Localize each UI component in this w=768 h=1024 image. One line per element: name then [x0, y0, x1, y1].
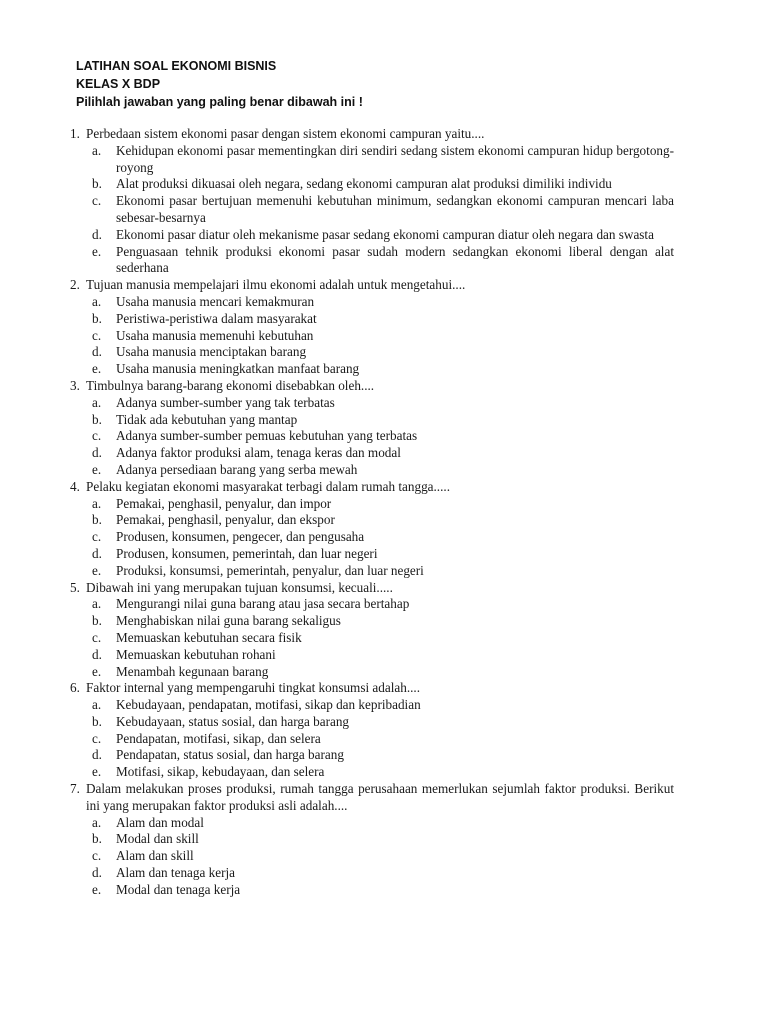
option-letter: d. [92, 445, 102, 461]
answer-option [70, 361, 674, 378]
option-text: Kehidupan ekonomi pasar mementingkan diri sendiri sedang sistem ekonomi campuran hidup bergotong-royong [116, 142, 674, 175]
answer-option [70, 865, 674, 882]
option-text: Alam dan tenaga kerja [116, 865, 235, 881]
instruction-text: Pilihlah jawaban yang paling benar dibawah ini ! [76, 95, 363, 109]
answer-option [70, 294, 674, 311]
option-text: Kebudayaan, pendapatan, motifasi, sikap dan kepribadian [116, 697, 421, 713]
option-letter: e. [92, 562, 102, 578]
option-text: Pemakai, penghasil, penyalur, dan impor [116, 495, 332, 511]
option-text: Modal dan tenaga kerja [116, 881, 241, 897]
question-text: Dalam melakukan proses produksi, rumah tangga perusahaan memerlukan sejumlah faktor produksi. Berikut ini yang merupakan faktor produksi asli adalah.... [86, 781, 674, 813]
option-letter: e. [92, 881, 102, 897]
option-text: Peristiwa-peristiwa dalam masyarakat [116, 310, 317, 326]
option-text: Alat produksi dikuasai oleh negara, sedang ekonomi campuran alat produksi dimiliki individu [116, 176, 612, 192]
question-number: 6. [70, 680, 80, 696]
option-letter: c. [92, 327, 102, 343]
answer-option [70, 848, 674, 865]
option-letter: b. [92, 310, 102, 326]
option-text: Produsen, konsumen, pemerintah, dan luar negeri [116, 545, 378, 561]
option-letter: b. [92, 176, 102, 192]
option-letter: a. [92, 697, 102, 713]
answer-option [70, 244, 674, 278]
question-item [70, 378, 674, 479]
answer-option [70, 563, 674, 580]
document-header [76, 57, 363, 111]
option-letter: a. [92, 814, 102, 830]
question-item [70, 126, 674, 277]
answer-option [70, 512, 674, 529]
question-list [70, 126, 674, 899]
question-line [70, 580, 674, 597]
option-letter: c. [92, 629, 102, 645]
page-title: LATIHAN SOAL EKONOMI BISNIS [76, 59, 277, 73]
answer-option [70, 412, 674, 429]
answer-option [70, 647, 674, 664]
option-text: Motifasi, sikap, kebudayaan, dan selera [116, 764, 325, 780]
answer-option [70, 143, 674, 177]
option-letter: c. [92, 529, 102, 545]
question-line [70, 680, 674, 697]
option-text: Adanya sumber-sumber yang tak terbatas [116, 394, 335, 410]
question-item [70, 479, 674, 580]
option-letter: c. [92, 428, 102, 444]
answer-option [70, 529, 674, 546]
answer-option [70, 764, 674, 781]
question-number: 2. [70, 277, 80, 293]
question-number: 4. [70, 478, 80, 494]
option-text: Produsen, konsumen, pengecer, dan pengusaha [116, 529, 365, 545]
answer-option [70, 428, 674, 445]
option-letter: d. [92, 226, 102, 242]
question-text: Perbedaan sistem ekonomi pasar dengan sistem ekonomi campuran yaitu.... [86, 126, 485, 141]
option-text: Penguasaan tehnik produksi ekonomi pasar sudah modern sedangkan ekonomi liberal dengan alat sederhana [116, 243, 674, 276]
option-text: Ekonomi pasar bertujuan memenuhi kebutuhan minimum, sedangkan ekonomi campuran mencari laba sebesar-besarnya [116, 193, 674, 225]
answer-option [70, 176, 674, 193]
question-number: 7. [70, 781, 80, 797]
answer-option [70, 496, 674, 513]
question-item [70, 580, 674, 681]
option-letter: b. [92, 411, 102, 427]
option-text: Memuaskan kebutuhan secara fisik [116, 629, 302, 645]
answer-option [70, 311, 674, 328]
question-line [70, 126, 674, 143]
answer-option [70, 344, 674, 361]
class-label: KELAS X BDP [76, 77, 161, 91]
option-letter: e. [92, 663, 102, 679]
answer-option [70, 882, 674, 899]
answer-option [70, 697, 674, 714]
option-text: Adanya faktor produksi alam, tenaga keras dan modal [116, 445, 401, 461]
answer-option [70, 664, 674, 681]
option-text: Mengurangi nilai guna barang atau jasa secara bertahap [116, 596, 410, 612]
option-letter: a. [92, 142, 102, 158]
question-item [70, 781, 674, 899]
answer-option [70, 747, 674, 764]
answer-option [70, 395, 674, 412]
option-letter: e. [92, 361, 102, 377]
question-line [70, 479, 674, 496]
option-text: Ekonomi pasar diatur oleh mekanisme pasar sedang ekonomi campuran diatur oleh negara dan swasta [116, 226, 654, 242]
option-text: Kebudayaan, status sosial, dan harga barang [116, 713, 350, 729]
option-text: Pendapatan, motifasi, sikap, dan selera [116, 730, 321, 746]
option-text: Memuaskan kebutuhan rohani [116, 646, 276, 662]
option-letter: b. [92, 613, 102, 629]
option-letter: b. [92, 512, 102, 528]
question-line [70, 378, 674, 395]
answer-option [70, 831, 674, 848]
option-letter: a. [92, 293, 102, 309]
question-line [70, 781, 674, 815]
answer-option [70, 445, 674, 462]
question-text: Timbulnya barang-barang ekonomi disebabkan oleh.... [86, 377, 375, 393]
option-text: Pemakai, penghasil, penyalur, dan ekspor [116, 512, 335, 528]
option-text: Menambah kegunaan barang [116, 663, 269, 679]
answer-option [70, 613, 674, 630]
answer-option [70, 596, 674, 613]
answer-option [70, 462, 674, 479]
option-text: Modal dan skill [116, 831, 199, 847]
answer-option [70, 731, 674, 748]
option-letter: d. [92, 545, 102, 561]
option-text: Usaha manusia menciptakan barang [116, 344, 307, 360]
option-text: Usaha manusia mencari kemakmuran [116, 293, 315, 309]
option-letter: a. [92, 596, 102, 612]
option-text: Menghabiskan nilai guna barang sekaligus [116, 613, 341, 629]
option-letter: b. [92, 713, 102, 729]
option-letter: e. [92, 764, 102, 780]
option-letter: d. [92, 646, 102, 662]
option-letter: c. [92, 848, 102, 864]
question-text: Pelaku kegiatan ekonomi masyarakat terbagi dalam rumah tangga..... [86, 478, 450, 494]
option-text: Usaha manusia memenuhi kebutuhan [116, 327, 314, 343]
answer-option [70, 815, 674, 832]
question-number: 1. [70, 126, 80, 141]
option-letter: b. [92, 831, 102, 847]
option-letter: d. [92, 865, 102, 881]
option-text: Adanya persediaan barang yang serba mewah [116, 461, 358, 477]
option-letter: c. [92, 193, 102, 209]
question-text: Dibawah ini yang merupakan tujuan konsumsi, kecuali..... [86, 579, 393, 595]
answer-option [70, 630, 674, 647]
question-number: 5. [70, 579, 80, 595]
option-text: Produksi, konsumsi, pemerintah, penyalur, dan luar negeri [116, 562, 424, 578]
answer-option [70, 328, 674, 345]
question-text: Tujuan manusia mempelajari ilmu ekonomi adalah untuk mengetahui.... [86, 277, 466, 293]
question-line [70, 277, 674, 294]
option-text: Usaha manusia meningkatkan manfaat barang [116, 361, 360, 377]
option-letter: d. [92, 344, 102, 360]
answer-option [70, 193, 674, 227]
option-letter: e. [92, 243, 102, 259]
question-item [70, 277, 674, 378]
answer-option [70, 546, 674, 563]
option-letter: a. [92, 495, 102, 511]
answer-option [70, 227, 674, 244]
question-number: 3. [70, 377, 80, 393]
option-text: Pendapatan, status sosial, dan harga barang [116, 747, 344, 763]
option-text: Alam dan skill [116, 848, 194, 864]
question-text: Faktor internal yang mempengaruhi tingkat konsumsi adalah.... [86, 680, 421, 696]
option-letter: d. [92, 747, 102, 763]
option-text: Tidak ada kebutuhan yang mantap [116, 411, 298, 427]
answer-option [70, 714, 674, 731]
option-letter: e. [92, 461, 102, 477]
option-text: Alam dan modal [116, 814, 204, 830]
option-text: Adanya sumber-sumber pemuas kebutuhan yang terbatas [116, 428, 418, 444]
option-letter: a. [92, 394, 102, 410]
option-letter: c. [92, 730, 102, 746]
question-item [70, 680, 674, 781]
